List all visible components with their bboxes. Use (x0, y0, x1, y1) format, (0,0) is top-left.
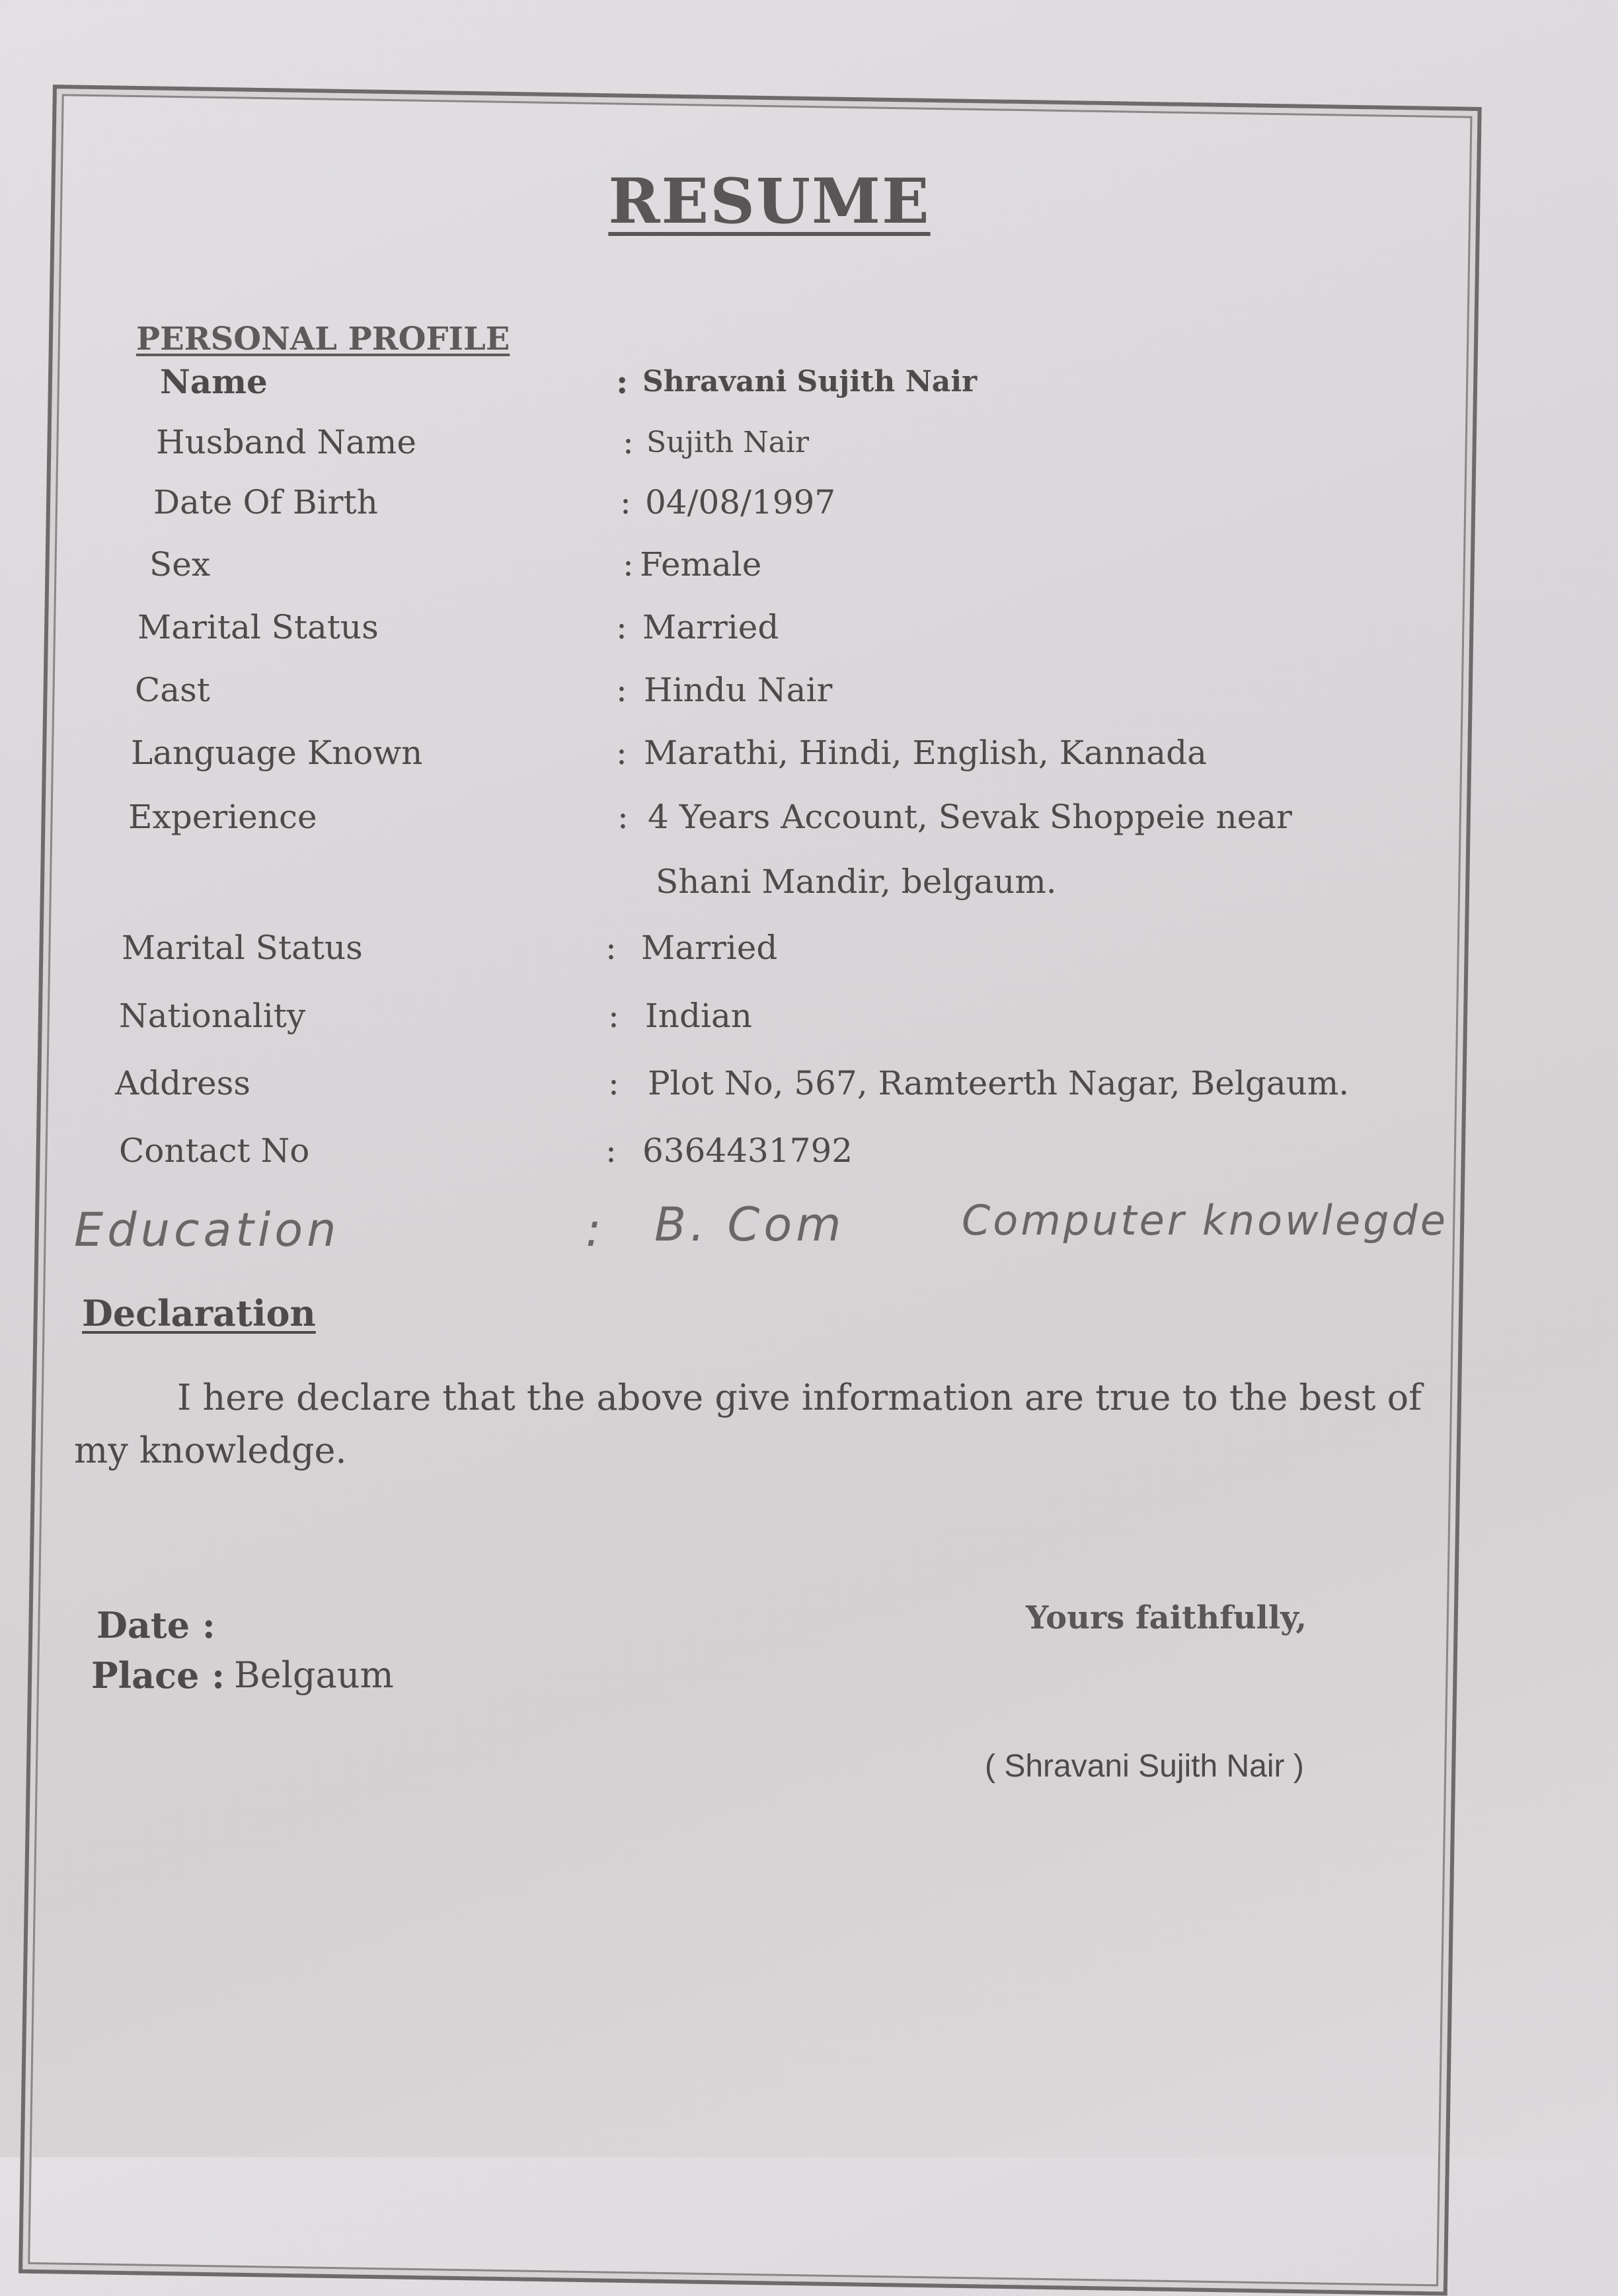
field-separator: : (616, 608, 627, 646)
field-separator: : (608, 1064, 619, 1102)
field-separator: : (605, 1131, 617, 1170)
handwritten-education-value: B. Com (654, 1198, 845, 1252)
field-label: Language Known (131, 734, 423, 772)
field-label: Marital Status (122, 929, 363, 967)
field-separator: : (617, 798, 629, 836)
date-label: Date : (96, 1604, 215, 1646)
field-value: 6364431792 (642, 1131, 853, 1170)
field-value: Shravani Sujith Nair (642, 365, 978, 399)
declaration-text: I here declare that the above give information are true to the best of my knowledge. (74, 1377, 1422, 1471)
field-value-line2: Shani Mandir, belgaum. (656, 862, 1057, 901)
field-label: Nationality (119, 997, 306, 1035)
field-label: Marital Status (137, 608, 379, 646)
field-label: Contact No (119, 1131, 310, 1170)
field-separator: : (623, 423, 634, 461)
place-label: Place : (91, 1654, 225, 1697)
field-label: Husband Name (156, 423, 416, 461)
field-value: Marathi, Hindi, English, Kannada (644, 734, 1207, 772)
field-separator: : (616, 734, 627, 772)
field-value: Hindu Nair (644, 671, 833, 709)
field-label: Name (160, 362, 268, 401)
declaration-heading: Declaration (82, 1292, 316, 1334)
handwritten-education-separator: : (586, 1203, 605, 1257)
field-value: Female (640, 545, 762, 584)
field-value: Indian (645, 997, 752, 1035)
field-value: 4 Years Account, Sevak Shoppeie near (648, 798, 1292, 836)
field-separator: : (616, 671, 627, 709)
field-separator: : (620, 483, 631, 521)
field-value: Married (641, 929, 778, 967)
field-label: Address (115, 1064, 250, 1102)
field-label: Sex (149, 545, 211, 584)
signoff-text: Yours faithfully, (1026, 1599, 1307, 1636)
handwritten-education-label: Education (74, 1203, 340, 1257)
signature-name: ( Shravani Sujith Nair ) (985, 1749, 1304, 1784)
field-separator: : (616, 362, 629, 401)
field-separator: : (608, 997, 619, 1035)
handwritten-education-extra: Computer knowlegde (962, 1196, 1448, 1244)
place-value: Belgaum (234, 1654, 394, 1696)
page-border (19, 85, 1482, 2296)
field-value: 04/08/1997 (645, 483, 836, 521)
field-label: Cast (135, 671, 210, 709)
section-heading-personal-profile: PERSONAL PROFILE (136, 321, 510, 358)
field-value: Married (642, 608, 779, 646)
field-label: Date Of Birth (153, 483, 378, 521)
field-label: Experience (128, 798, 317, 836)
field-value: Sujith Nair (646, 426, 810, 459)
field-separator: : (605, 929, 617, 967)
document-title: RESUME (608, 165, 931, 238)
field-separator: : (623, 545, 634, 584)
field-value: Plot No, 567, Ramteerth Nagar, Belgaum. (648, 1064, 1350, 1102)
